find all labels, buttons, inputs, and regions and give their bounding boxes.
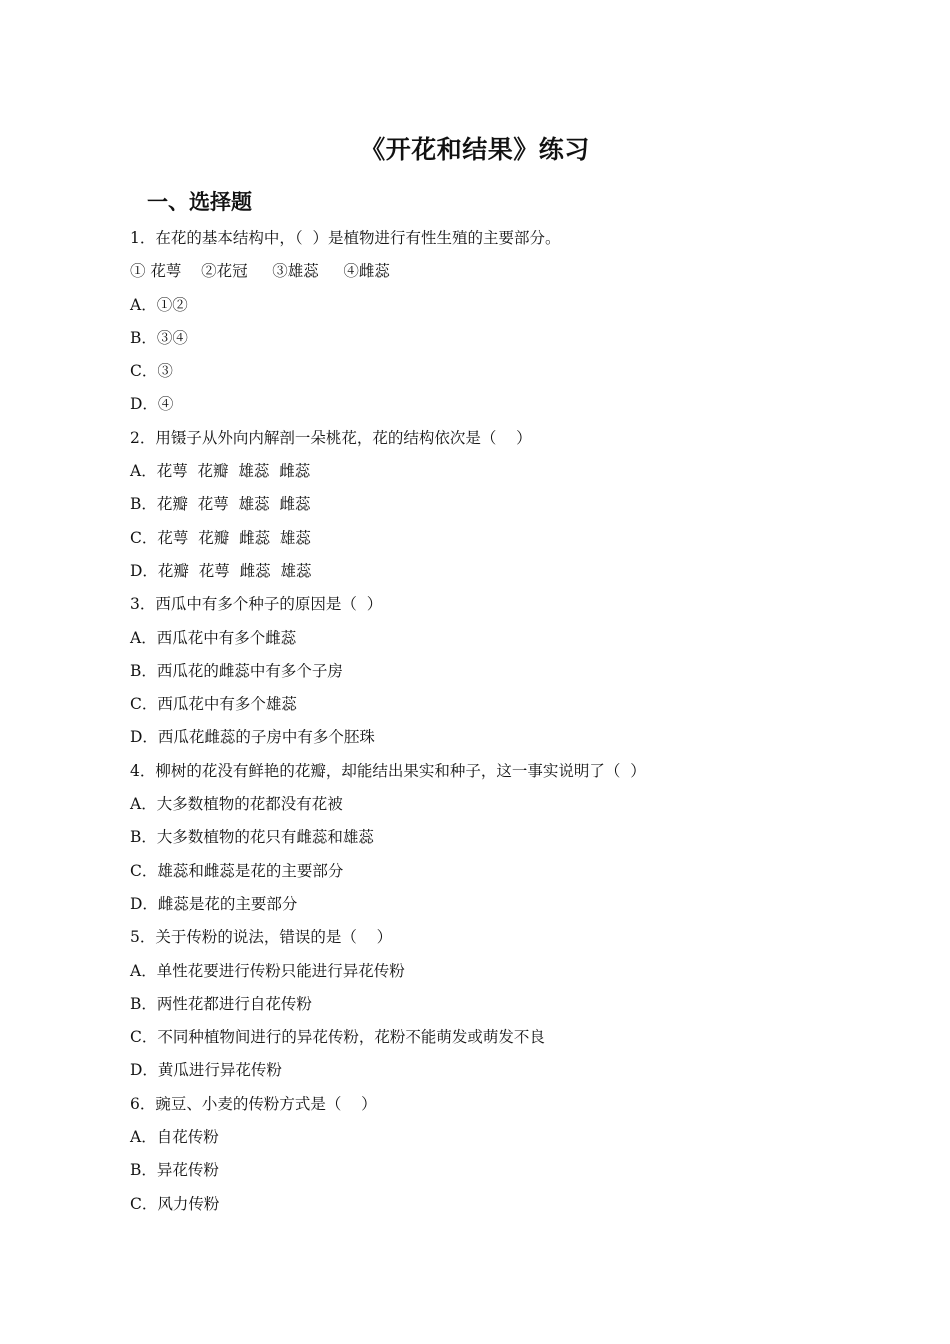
option-a: A．单性花要进行传粉只能进行异花传粉 — [130, 961, 405, 980]
option-a: A．西瓜花中有多个雌蕊 — [130, 628, 297, 647]
question-stem: 1．在花的基本结构中，（ ）是植物进行有性生殖的主要部分。 — [130, 229, 561, 247]
option-b: B．花瓣 花萼 雄蕊 雌蕊 — [130, 495, 311, 514]
option-a: A．自花传粉 — [130, 1128, 219, 1147]
question-stem: 4．柳树的花没有鲜艳的花瓣，却能结出果实和种子，这一事实说明了（ ） — [130, 761, 646, 780]
section-heading: 一、选择题 — [147, 190, 252, 214]
option-c: C．风力传粉 — [130, 1194, 220, 1213]
option-d: D．黄瓜进行异花传粉 — [130, 1061, 282, 1080]
question-stem: 6．豌豆、小麦的传粉方式是（ ） — [130, 1094, 377, 1113]
option-b: B．两性花都进行自花传粉 — [130, 994, 312, 1013]
option-d: D．花瓣 花萼 雌蕊 雄蕊 — [130, 561, 312, 580]
option-c: C．西瓜花中有多个雄蕊 — [130, 695, 297, 714]
question-stem: 5．关于传粉的说法，错误的是（ ） — [130, 928, 393, 947]
option-c: C．不同种植物间进行的异花传粉，花粉不能萌发或萌发不良 — [130, 1028, 545, 1047]
question-list — [130, 222, 850, 1221]
option-b: B．异花传粉 — [130, 1161, 219, 1180]
option-b: B．大多数植物的花只有雌蕊和雄蕊 — [130, 828, 374, 847]
option-a: A．①② — [130, 295, 188, 314]
question-stem: 3．西瓜中有多个种子的原因是（ ） — [130, 595, 383, 614]
question-choices-legend: ① 花萼 ②花冠 ③雄蕊 ④雌蕊 — [130, 262, 390, 281]
option-a: A．大多数植物的花都没有花被 — [130, 795, 343, 814]
document-title: 《开花和结果》练习 — [360, 135, 590, 164]
option-c: C．花萼 花瓣 雌蕊 雄蕊 — [130, 528, 311, 547]
option-d: D．雌蕊是花的主要部分 — [130, 894, 298, 913]
option-b: B．西瓜花的雌蕊中有多个子房 — [130, 661, 343, 680]
option-d: D．西瓜花雌蕊的子房中有多个胚珠 — [130, 728, 375, 747]
question-stem: 2．用镊子从外向内解剖一朵桃花，花的结构依次是（ ） — [130, 428, 532, 447]
option-c: C．③ — [130, 362, 173, 381]
option-b: B．③④ — [130, 328, 188, 347]
option-d: D．④ — [130, 395, 174, 414]
option-c: C．雄蕊和雌蕊是花的主要部分 — [130, 861, 344, 880]
option-a: A．花萼 花瓣 雄蕊 雌蕊 — [130, 462, 311, 481]
